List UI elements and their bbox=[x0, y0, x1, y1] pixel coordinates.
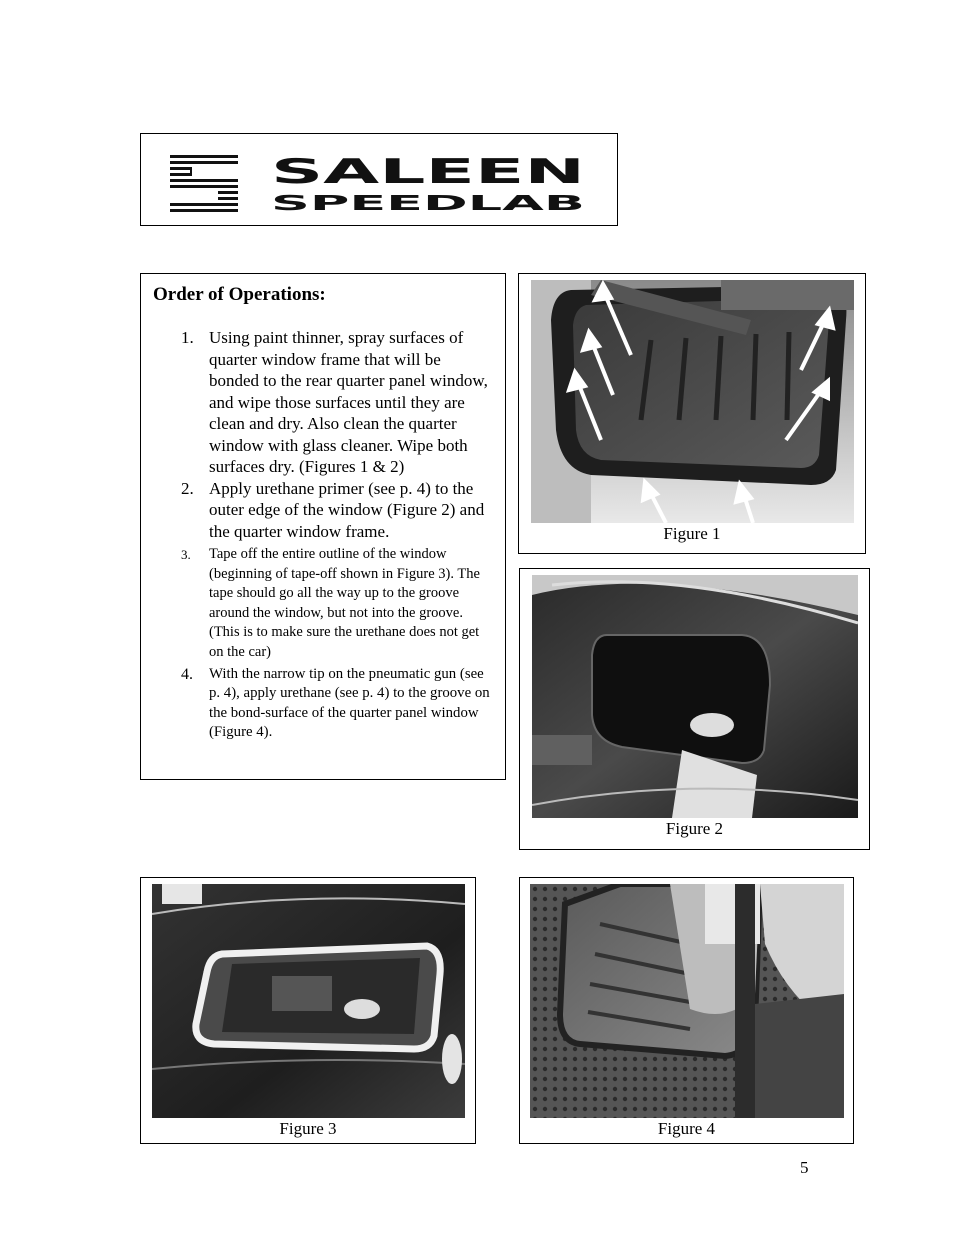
order-of-operations-box bbox=[140, 273, 506, 780]
logo-word-speedlab: SPEEDLAB bbox=[271, 191, 585, 215]
step-text: Apply urethane primer (see p. 4) to the outer edge of the window (Figure 2) and the quarter window frame. bbox=[209, 478, 485, 541]
saleen-speedlab-logo bbox=[141, 134, 617, 225]
step-number: 1. bbox=[181, 328, 194, 347]
figure-4-frame bbox=[519, 877, 854, 1144]
step-number: 4. bbox=[181, 665, 193, 683]
figure-1-photo bbox=[531, 280, 854, 523]
step-text: With the narrow tip on the pneumatic gun (see p. 4), apply urethane (see p. 4) to the groove on the bond-surface of the quarter panel window (Figure 4). bbox=[209, 665, 490, 741]
figure-4-photo bbox=[530, 884, 844, 1118]
step-text: Tape off the entire outline of the window (beginning of tape-off shown in Figure 3). The tape should go all the way up to the groove around the window, but not into the groove. (This is to make sure the urethane does not get on the car) bbox=[209, 546, 480, 660]
list-item bbox=[153, 545, 493, 663]
list-item bbox=[153, 478, 493, 543]
figure-3-photo bbox=[152, 884, 465, 1118]
operations-list bbox=[153, 327, 493, 743]
step-number: 2. bbox=[181, 478, 194, 498]
figure-caption: Figure 3 bbox=[279, 1119, 337, 1138]
logo-word-saleen: SALEEN bbox=[271, 152, 585, 192]
logo-s-emblem bbox=[170, 155, 238, 212]
figure-2-frame bbox=[519, 568, 870, 850]
figure-caption: Figure 1 bbox=[663, 524, 721, 543]
figure-1-frame bbox=[518, 273, 866, 554]
step-text: Using paint thinner, spray surfaces of quarter window frame that will be bonded to the rear quarter panel window, and wipe those surfaces until they are clean and dry. Also clean the quarter window with glass cleaner. Wipe both surfaces dry. (Figures 1 & 2) bbox=[209, 328, 488, 476]
logo-frame bbox=[140, 133, 618, 226]
figure-2-photo bbox=[532, 575, 858, 818]
list-item bbox=[153, 665, 493, 743]
figure-caption: Figure 2 bbox=[665, 819, 724, 838]
page-number: 5 bbox=[800, 1158, 809, 1177]
step-number: 3. bbox=[181, 547, 191, 562]
figure-caption: Figure 4 bbox=[657, 1119, 716, 1138]
figure-3-frame bbox=[140, 877, 476, 1144]
list-item bbox=[153, 327, 493, 478]
section-heading: Order of Operations: bbox=[153, 284, 326, 305]
